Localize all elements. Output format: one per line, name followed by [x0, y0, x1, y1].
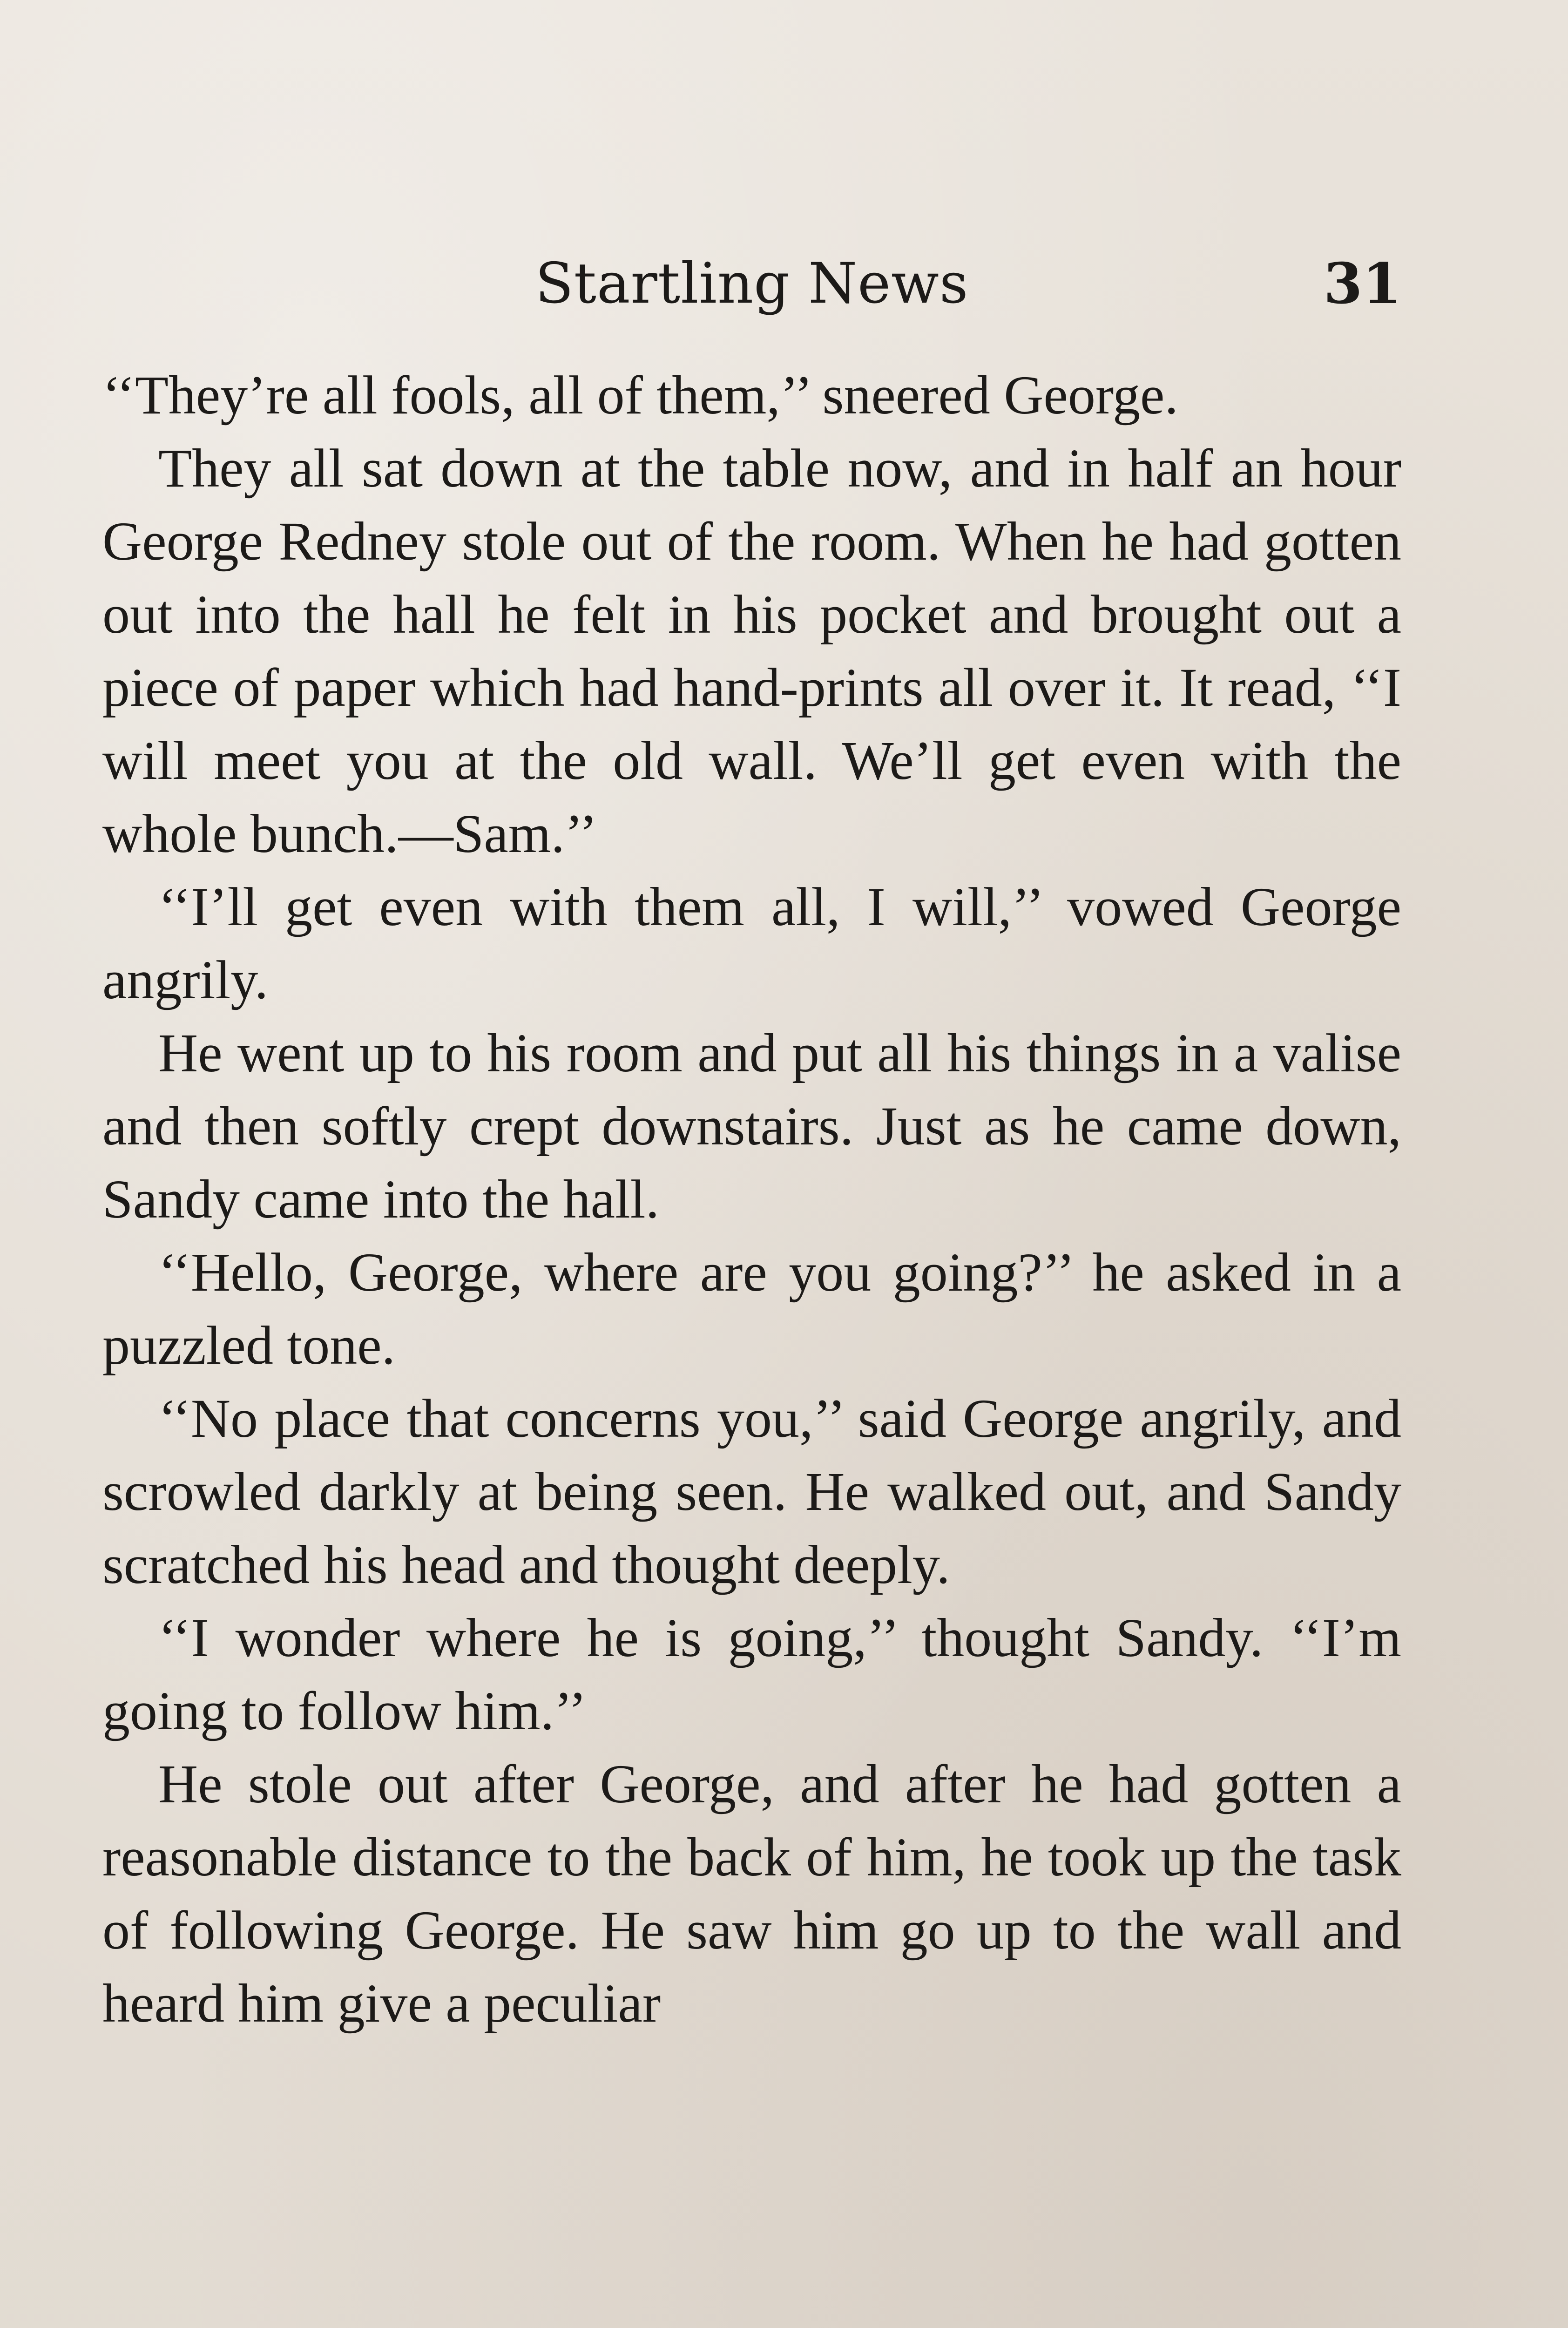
paragraph: ‘‘They’re all fools, all of them,’’ sneered George. [102, 365, 1178, 426]
body-text [102, 359, 1401, 2040]
paragraph: ‘‘No place that concerns you,’’ said George angrily, and scrowled darkly at being seen. He walked out, and Sandy scratched his head and thought deeply. [102, 1388, 1401, 1595]
paragraph: ‘‘I’ll get even with them all, I will,’’ vowed George angrily. [102, 876, 1401, 1010]
paragraph: ‘‘Hello, George, where are you going?’’ he asked in a puzzled tone. [102, 1242, 1401, 1376]
page-number: 31 [1324, 251, 1401, 317]
paragraph: They all sat down at the table now, and in half an hour George Redney stole out of the room. When he had gotten out into the hall he felt in his pocket and brought out a piece of paper which had hand-prints all over it. It read, ‘‘I will meet you at the old wall. We’ll get even with the whole bunch.—Sam.’’ [102, 438, 1401, 864]
paragraph: He stole out after George, and after he had gotten a reasonable distance to the back of him, he took up the task of following George. He saw him go up to the wall and heard him give a peculiar [102, 1753, 1401, 2034]
page-header [102, 247, 1401, 321]
paragraph: He went up to his room and put all his things in a valise and then softly crept downstairs. Just as he came down, Sandy came into the hall. [102, 1022, 1401, 1230]
paragraph: ‘‘I wonder where he is going,’’ thought Sandy. ‘‘I’m going to follow him.’’ [102, 1607, 1401, 1741]
running-title: Startling News [535, 251, 969, 316]
